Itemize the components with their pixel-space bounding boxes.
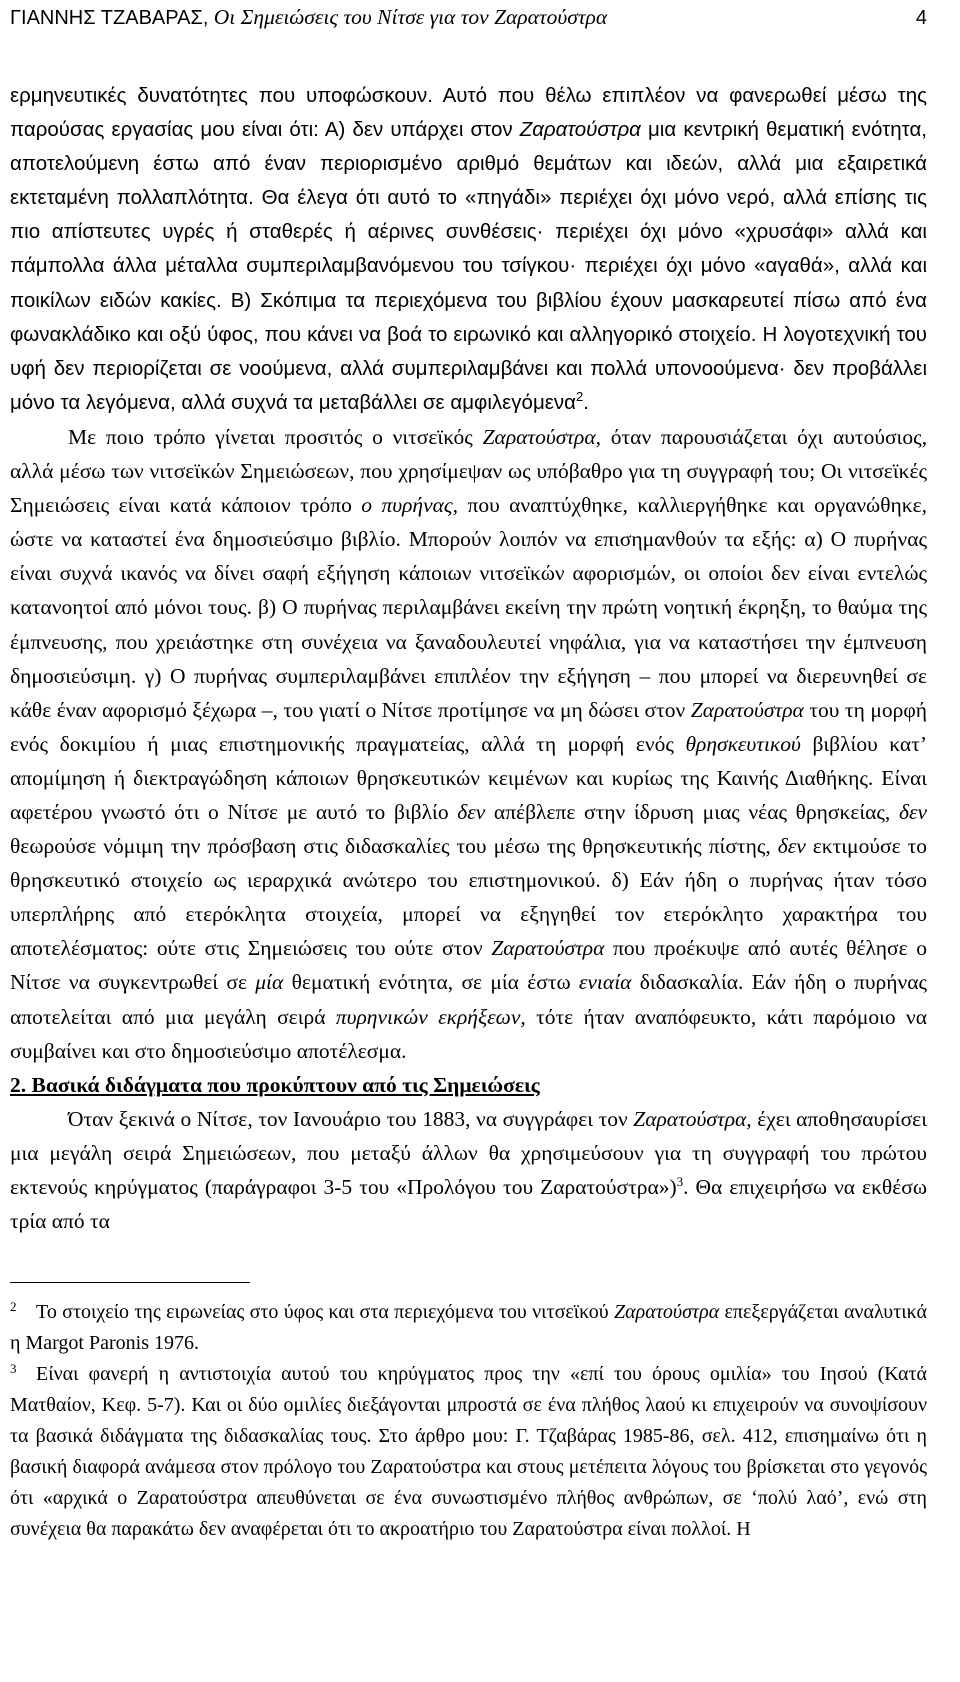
p2-italic-a: Ζαρατούστρα, — [482, 424, 602, 449]
running-header — [10, 0, 927, 33]
p2-text-i: που προέκυψε από αυτές θέλησε ο Νίτσε να συγκεντρωθεί σε — [10, 936, 927, 995]
p2-italic-i: μία — [255, 970, 284, 995]
footnote-ref-3[interactable]: 3 — [676, 1174, 684, 1189]
p3-text-a: Όταν ξεκινά ο Νίτσε, τον Ιανουάριο του 1883, να συγγράφει τον — [68, 1106, 634, 1131]
p3-italic-a: Ζαρατούστρα, — [633, 1106, 752, 1131]
paragraph-2 — [10, 420, 927, 1068]
paragraph-3 — [10, 1102, 927, 1238]
p2-text-l: τότε ήταν αναπόφευκτο, κάτι παρόμοιο να συμβαίνει και στο δημοσιεύσιμο αποτέλεσμα. — [10, 1004, 927, 1063]
p2-italic-g: δεν — [777, 834, 806, 859]
footnote-separator — [10, 1282, 250, 1283]
p1-text-b: μια κεντρική θεματική ενότητα, αποτελούμενη έστω από έναν περιορισμένο αριθμό θεμάτων και ιδεών, αλλά μια εξαιρετικά εκτεταμένη πολλαπλότητα. — [10, 118, 927, 210]
p2-italic-e: δεν — [457, 799, 486, 824]
footnote-3: 3 Είναι φανερή η αντιστοιχία αυτού του κηρύγματος προς την «επί του όρους ομιλία» του Ιησού (Κατά Ματθαίον, Κεφ. 5-7). Και οι δύο ομιλίες διεξάγονται μπροστά σε ένα πλήθος λαού κι επιχειρούν να συνοψίσουν τα βασικά διδάγματα της διδασκαλίας τους. Στο άρθρο μου: Γ. Τζαβάρας 1985-86, σελ. 412, επισημαίνω ότι η βασική διαφορά ανάμεσα στον πρόλογο του Ζαρατούστρα και στους μετέπειτα λόγους του βρίσκεται στο γεγονός ότι «αρχικά ο Ζαρατούστρα απευθύνεται σε ένα συνωστισμένο πλήθος ανθρώπων, σε ‘πολύ λαό’, ενώ στη συνέχεια θα παρακάτω δεν αναφέρεται ότι το ακροατήριο του Ζαρατούστρα είναι πολλοί. Η — [10, 1361, 927, 1541]
p2-text-g: θεωρούσε νόμιμη την πρόσβαση στις διδασκαλίες του μέσω της θρησκευτικής πίστης, — [10, 834, 778, 859]
p1-italic-a: Ζαρατούστρα — [519, 118, 641, 142]
header-title — [10, 2, 607, 33]
p2-italic-f: δεν — [898, 799, 927, 824]
footnote-2-italic: Ζαρατούστρα — [614, 1301, 720, 1324]
p2-text-k: διδασκαλία. Εάν ήδη ο πυρήνας αποτελείται από μια μεγάλη σειρά — [10, 970, 928, 1029]
p1-text-end: . — [583, 390, 589, 414]
p2-text-d: του τη μορφή ενός δοκιμίου ή μιας επιστημονικής πραγματείας, αλλά τη μορφή ενός — [10, 697, 928, 756]
p2-italic-j: ενιαία — [578, 970, 632, 995]
footnote-3-text: Είναι φανερή η αντιστοιχία αυτού του κηρύγματος προς την «επί του όρους ομιλία» του Ιησού (Κατά Ματθαίον, Κεφ. 5-7). Και οι δύο ομιλίες διεξάγονται μπροστά σε ένα πλήθος λαού κι επιχειρούν να συνοψίσουν τα βασικά διδάγματα της διδασκαλίας τους. Στο άρθρο μου: Γ. Τζαβάρας 1985-86, σελ. 412, επισημαίνω ότι η βασική διαφορά ανάμεσα στον πρόλογο του Ζαρατούστρα και στους μετέπειτα λόγους του βρίσκεται στο γεγονός ότι «αρχικά ο Ζαρατούστρα απευθύνεται σε ένα συνωστισμένο πλήθος ανθρώπων, σε ‘πολύ λαό’, ενώ στη συνέχεια θα παρακάτω δεν αναφέρεται ότι το ακροατήριο του Ζαρατούστρα είναι πολλοί. Η — [10, 1363, 927, 1541]
section-heading: 2. Βασικά διδάγματα που προκύπτουν από τις Σημειώσεις — [10, 1072, 540, 1097]
p2-italic-b: ο πυρήνας, — [361, 493, 459, 518]
page-number: 4 — [915, 7, 927, 29]
p3-text-c: . Θα επιχειρήσω να εκθέσω τρία από τα — [10, 1175, 927, 1234]
p2-text-f: απέβλεπε στην ίδρυση μιας νέας θρησκείας, — [485, 799, 899, 824]
footnotes — [10, 1297, 927, 1545]
p2-text-e: βιβλίου κατ’ απομίμηση ή διεκτραγώδηση κάποιων θρησκευτικών κειμένων και κυρίως της Καινής Διαθήκης. Είναι αφετέρου γνωστό ότι ο Νίτσε με αυτό το βιβλίο — [10, 731, 927, 824]
footnote-2-text-b: επεξεργάζεται αναλυτικά η Margot Paronis 1976. — [10, 1301, 927, 1355]
p2-text-j: θεματική ενότητα, σε μία έστω — [283, 970, 579, 995]
footnote-ref-2[interactable]: 2 — [576, 388, 584, 404]
p1-text-a: ερμηνευτικές δυνατότητες που υποφώσκουν. Αυτό που θέλω επιπλέον να φανερωθεί μέσω της παρούσας εργασίας μου είναι ότι: Α) δεν υπάρχει στον — [10, 84, 927, 142]
header-work-title: Οι Σημειώσεις του Νίτσε για τον Ζαρατούστρα — [213, 5, 608, 29]
p2-text-a: Με ποιο τρόπο γίνεται προσιτός ο νιτσεϊκός — [68, 424, 483, 449]
p2-italic-h: Ζαρατούστρα — [491, 936, 605, 961]
p2-text-b: όταν παρουσιάζεται όχι αυτούσιος, αλλά μέσω των νιτσεϊκών Σημειώσεων, που χρησίμεψαν ως υπόβαθρο για τη συγγραφή του; Οι νιτσεϊκές Σημειώσεις είναι κατά κάποιον τρόπο — [10, 424, 927, 518]
p2-italic-k: πυρηνικών εκρήξεων, — [335, 1004, 526, 1029]
p2-italic-d: θρησκευτικού — [685, 731, 801, 756]
p2-italic-c: Ζαρατούστρα — [690, 697, 804, 722]
header-author: ΓΙΑΝΝΗΣ ΤΖΑΒΑΡΑΣ, — [10, 7, 209, 29]
footnote-2: 2 Το στοιχείο της ειρωνείας στο ύφος και στα περιεχόμενα του νιτσεϊκού Ζαρατούστρα επεξεργάζεται αναλυτικά η Margot Paronis 1976. — [10, 1299, 927, 1355]
paragraph-1 — [10, 79, 927, 420]
body-text — [10, 79, 927, 1238]
p2-text-c: που αναπτύχθηκε, καλλιεργήθηκε και οργανώθηκε, ώστε να καταστεί ένα δημοσιεύσιμο βιβλίο. Μπορούν λοιπόν να επισημανθούν τα εξής: α) Ο πυρήνας είναι συχνά ικανός να δίνει σαφή εξήγηση κάποιων νιτσεϊκών αφορισμών, οι οποίοι δεν είναι εντελώς κατανοητοί από μόνοι τους. β) Ο πυρήνας περιλαμβάνει εκείνη την πρώτη νοητική έκρηξη, το θαύμα της έμπνευσης, που χρειάστηκε στη συνέχεια να ξαναδουλευτεί νηφάλια, για να καταστήσει την έμπνευση δημοσιεύσιμη. γ) Ο πυρήνας συμπεριλαμβάνει επιπλέον την εξήγηση – που μπορεί να διερευνηθεί σε κάθε έναν αφορισμό ξέχωρα –, του γιατί ο Νίτσε προτίμησε να μη δώσει στον — [10, 493, 927, 722]
footnote-2-text-a: Το στοιχείο της ειρωνείας στο ύφος και στα περιεχόμενα του νιτσεϊκού — [36, 1301, 615, 1324]
p2-text-h: εκτιμούσε το θρησκευτικό στοιχείο ως ιεραρχικά ανώτερο του επιστημονικού. δ) Εάν ήδη ο πυρήνας ήταν τόσο υπερπλήρης από ετερόκλητα στοιχεία, μπορεί να εξηγηθεί τον ετερόκλητο χαρακτήρα του αποτελέσματος: ούτε στις Σημειώσεις του ούτε στον — [10, 834, 928, 961]
p3-text-b: έχει αποθησαυρίσει μια μεγάλη σειρά Σημειώσεων, που μεταξύ άλλων θα χρησιμεύσουν για τη συγγραφή του πρώτου εκτενούς κηρύγματος (παράγραφοι 3-5 του «Προλόγου του Ζαρατούστρα») — [10, 1106, 927, 1199]
p1-text-c: Θα έλεγα ότι αυτό το «πηγάδι» περιέχει όχι μόνο νερό, αλλά επίσης τις πιο απίστευτες υγρές ή σταθερές ή αέρινες συνθέσεις· περιέχει όχι μόνο «χρυσάφι» αλλά και πάμπολλα άλλα μέταλλα συμπεριλαμβανόμενου του τσίγκου· περιέχει όχι μόνο «αγαθά», αλλά και ποικίλων ειδών κακίες. Β) Σκόπιμα τα περιεχόμενα του βιβλίου έχουν μασκαρευτεί πίσω από ένα φωνακλάδικο και οξύ ύφος, που κάνει να βοά το ειρωνικό και αλληγορικό στοιχείο. Η λογοτεχνική του υφή δεν περιορίζεται σε νοούμενα, αλλά συμπεριλαμβάνει και πολλά υπονοούμενα· δεν προβάλλει μόνο τα λεγόμενα, αλλά συχνά τα μεταβάλλει σε αμφιλεγόμενα — [10, 186, 927, 414]
